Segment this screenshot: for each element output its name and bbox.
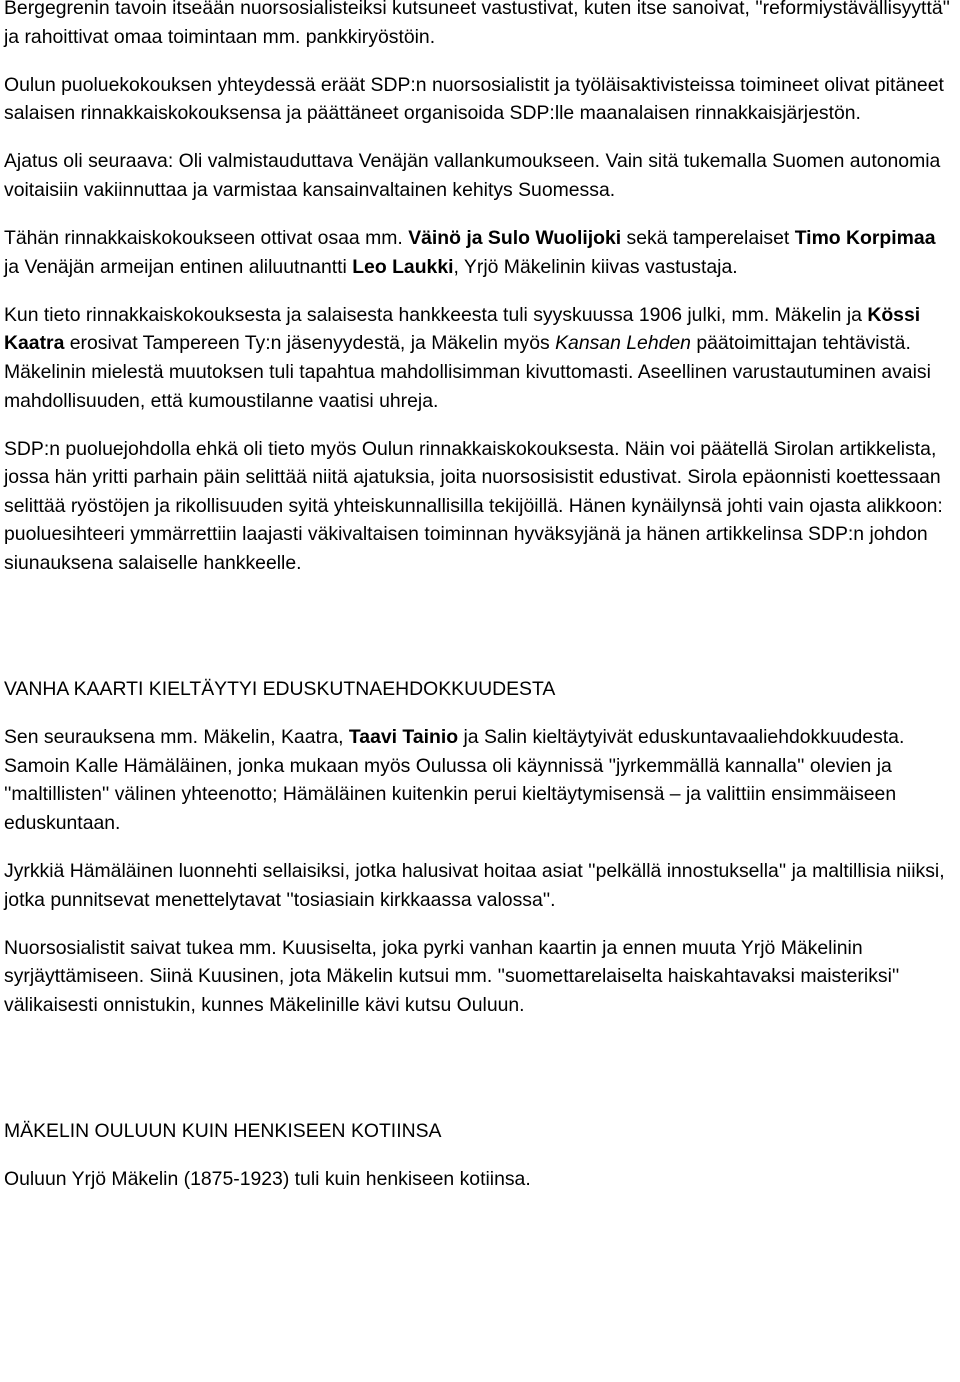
bold-name-wuolijoki: Väinö ja Sulo Wuolijoki: [408, 227, 622, 250]
paragraph-8: [4, 857, 954, 914]
paragraph-1: [4, 0, 954, 51]
paragraph-2-text: Oulun puoluekokouksen yhteydessä eräät SDP:n nuorsosialistit ja työläisaktivisteissa toimineet olivat pitäneet salaisen rinnakkaiskokouksensa ja päättäneet organisoida SDP:lle maanalaisen rinnakkaisjärjestön.: [4, 73, 944, 125]
section-heading-makelin-ouluun: MÄKELIN OULUUN KUIN HENKISEEN KOTIINSA: [4, 1120, 442, 1143]
bold-name-korpimaa: Timo Korpimaa: [794, 227, 936, 250]
paragraph-3: [4, 147, 954, 204]
paragraph-7: [4, 723, 954, 837]
paragraph-8-text: Jyrkkiä Hämäläinen luonnehti sellaisiksi, jotka halusivat hoitaa asiat ''pelkällä innostuksella'' ja maltillisia niiksi, jotka punnitsevat menettelytavat ''tosiasiain kirkkaassa valossa''.: [4, 860, 945, 911]
paragraph-3-text: Ajatus oli seuraava: Oli valmistauduttava Venäjän vallankumoukseen. Vain sitä tukemalla Suomen autonomia voitaisiin vakiinnuttaa ja varmistaa kansainvaltainen kehitys Suomessa.: [4, 150, 941, 201]
bold-name-laukki: Leo Laukki: [352, 255, 454, 278]
paragraph-2: [4, 71, 954, 128]
paragraph-6-text: SDP:n puoluejohdolla ehkä oli tieto myös Oulun rinnakkaiskokouksesta. Näin voi päätellä Sirolan artikkelista, jossa hän yritti parhain päin selittää niitä ajatuksia, joita nuorsosisistit edustivat. Sirola epäonnisti koettessaan selittää ryöstöjen ja rikollisuuden syitä yhteiskunnallisilla tekijöillä. Hänen kynäilynsä johti vain ojasta alikkoon: puoluesihteeri ymmärrettiin laajasti väkivaltaisen toiminnan hyväksyjänä ja hänen artikkelinsa SDP:n johdon siunauksena salaiselle hankkeelle.: [4, 437, 943, 574]
paragraph-4-text-1: Tähän rinnakkaiskokoukseen ottivat osaa mm.: [4, 227, 409, 250]
paragraph-5-text-2: erosivat Tampereen Ty:n jäsenyydestä, ja Mäkelin myös: [64, 332, 556, 355]
paragraph-6: [4, 435, 954, 578]
paragraph-5-text-1: Kun tieto rinnakkaiskokouksesta ja salaisesta hankkeesta tuli syyskuussa 1906 julki, mm. Mäkelin ja: [4, 303, 868, 326]
section-spacer: [4, 1039, 954, 1117]
paragraph-5-text-3: päätoimittajan tehtävistä. Mäkelinin mielestä muutoksen tuli tapahtua mahdollisimman kivuttomasti. Aseellinen varustautuminen avaisi mahdollisuuden, että kumoustilanne vaatisi uhreja.: [4, 332, 931, 412]
bold-name-tainio: Taavi Tainio: [348, 726, 459, 749]
paragraph-4-text-3: ja Venäjän armeijan entinen aliluutnantti: [4, 255, 353, 278]
italic-title-kansan-lehden: Kansan Lehden: [555, 332, 691, 355]
paragraph-1-text: Bergegrenin tavoin itseään nuorsosialisteiksi kutsuneet vastustivat, kuten itse sanoivat, ''reformiystävällisyyttä'' ja rahoittivat omaa toimintaan mm. pankkiryöstöin.: [4, 0, 951, 48]
paragraph-10: [4, 1165, 954, 1194]
paragraph-4: [4, 224, 954, 281]
paragraph-5: [4, 301, 954, 415]
paragraph-7-text-2: ja Salin kieltäytyivät eduskuntavaaliehdokkuudesta. Samoin Kalle Hämäläinen, jonka mukaan myös Oulussa oli käynnissä ''jyrkemmällä kannalla'' olevien ja ''maltillisten'' välinen yhteenotto; Hämäläinen kuitenkin perui kieltäytymisensä – ja valittiin ensimmäiseen eduskuntaan.: [4, 726, 905, 834]
paragraph-4-text-4: , Yrjö Mäkelinin kiivas vastustaja.: [453, 255, 738, 278]
paragraph-9: [4, 934, 954, 1020]
paragraph-4-text-2: sekä tamperelaiset: [621, 227, 795, 250]
section-heading-vanha-kaarti: VANHA KAARTI KIELTÄYTYI EDUSKUTNAEHDOKKUUDESTA: [4, 678, 556, 701]
document-page: [4, 0, 954, 1213]
paragraph-7-text-1: Sen seurauksena mm. Mäkelin, Kaatra,: [4, 726, 349, 749]
bold-name-kaatra: Kössi Kaatra: [4, 303, 921, 355]
paragraph-10-text: Ouluun Yrjö Mäkelin (1875-1923) tuli kuin henkiseen kotiinsa.: [4, 1168, 531, 1191]
paragraph-9-text: Nuorsosialistit saivat tukea mm. Kuusiselta, joka pyrki vanhan kaartin ja ennen muuta Yrjö Mäkelinin syrjäyttämiseen. Siinä Kuusinen, jota Mäkelin kutsui mm. ''suomettarelaiselta haiskahtavaksi maisteriksi'' välikaisesti onnistukin, kunnes Mäkelinille kävi kutsu Ouluun.: [4, 936, 900, 1016]
section-spacer: [4, 597, 954, 675]
